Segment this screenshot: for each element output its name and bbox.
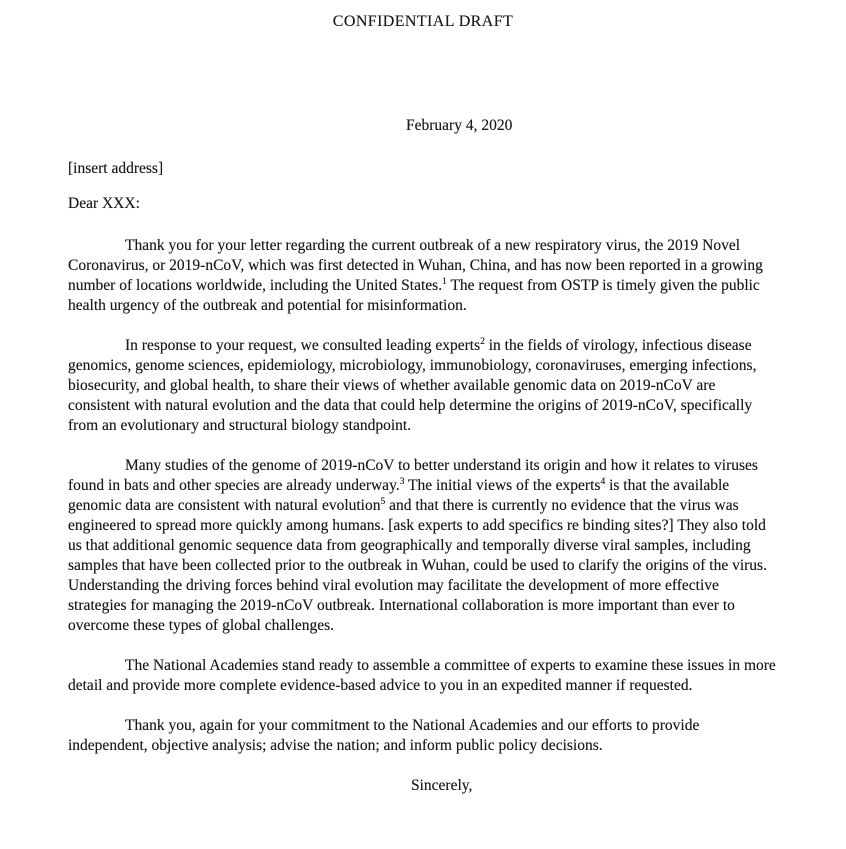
closing-sincerely: Sincerely,	[411, 777, 473, 794]
date-line: February 4, 2020	[406, 117, 513, 134]
footnote-marker: 3	[399, 476, 405, 487]
footnote-marker: 4	[600, 476, 606, 487]
confidential-draft-header: CONFIDENTIAL DRAFT	[332, 13, 514, 30]
letter-paragraph: The National Academies stand ready to assemble a committee of experts to examine these issues in more detail and provide more complete evidence-based advice to you in an expedited manner if requested.	[68, 657, 776, 694]
letter-body	[68, 236, 778, 756]
footnote-marker: 1	[442, 276, 447, 287]
letter-paragraph: Many studies of the genome of 2019-nCoV to better understand its origin and how it relates to viruses found in bats and other species are already underway.$^3$ The initial views of the experts$^4$ is that the available genomic data are consistent with natural evolution$^5$ and that there is currently no evidence that the virus was engineered to spread more quickly among humans. [ask experts to add specifics re binding sites?] They also told us that additional genomic sequence data from geographically and temporally diverse viral samples, including samples that have been collected prior to the outbreak in Wuhan, could be used to clarify the origins of the virus. Understanding the driving forces behind viral evolution may facilitate the development of more effective strategies for managing the 2019-nCoV outbreak. International collaboration is more important than ever to overcome these types of global challenges.	[68, 457, 767, 634]
salutation: Dear XXX:	[68, 195, 140, 212]
footnote-marker: 2	[480, 336, 485, 347]
letter-paragraph: In response to your request, we consulted leading experts$^2$ in the fields of virology, infectious disease genomics, genome sciences, epidemiology, microbiology, immunobiology, coronaviruses, emerging infections, biosecurity, and global health, to share their views of whether available genomic data on 2019-nCoV are consistent with natural evolution and the data that could help determine the origins of 2019-nCoV, specifically from an evolutionary and structural biology standpoint.	[68, 336, 757, 434]
letter-paragraph: Thank you for your letter regarding the current outbreak of a new respiratory virus, the 2019 Novel Coronavirus, or 2019-nCoV, which was first detected in Wuhan, China, and has now been reported in a growing number of locations worldwide, including the United States.$^1$ The request from OSTP is timely given the public health urgency of the outbreak and potential for misinformation.	[68, 237, 763, 314]
letter-paragraph: Thank you, again for your commitment to the National Academies and our efforts to provide independent, objective analysis; advise the nation; and inform public policy decisions.	[68, 717, 700, 754]
address-placeholder: [insert address]	[68, 160, 164, 177]
footnote-marker: 5	[380, 496, 386, 507]
